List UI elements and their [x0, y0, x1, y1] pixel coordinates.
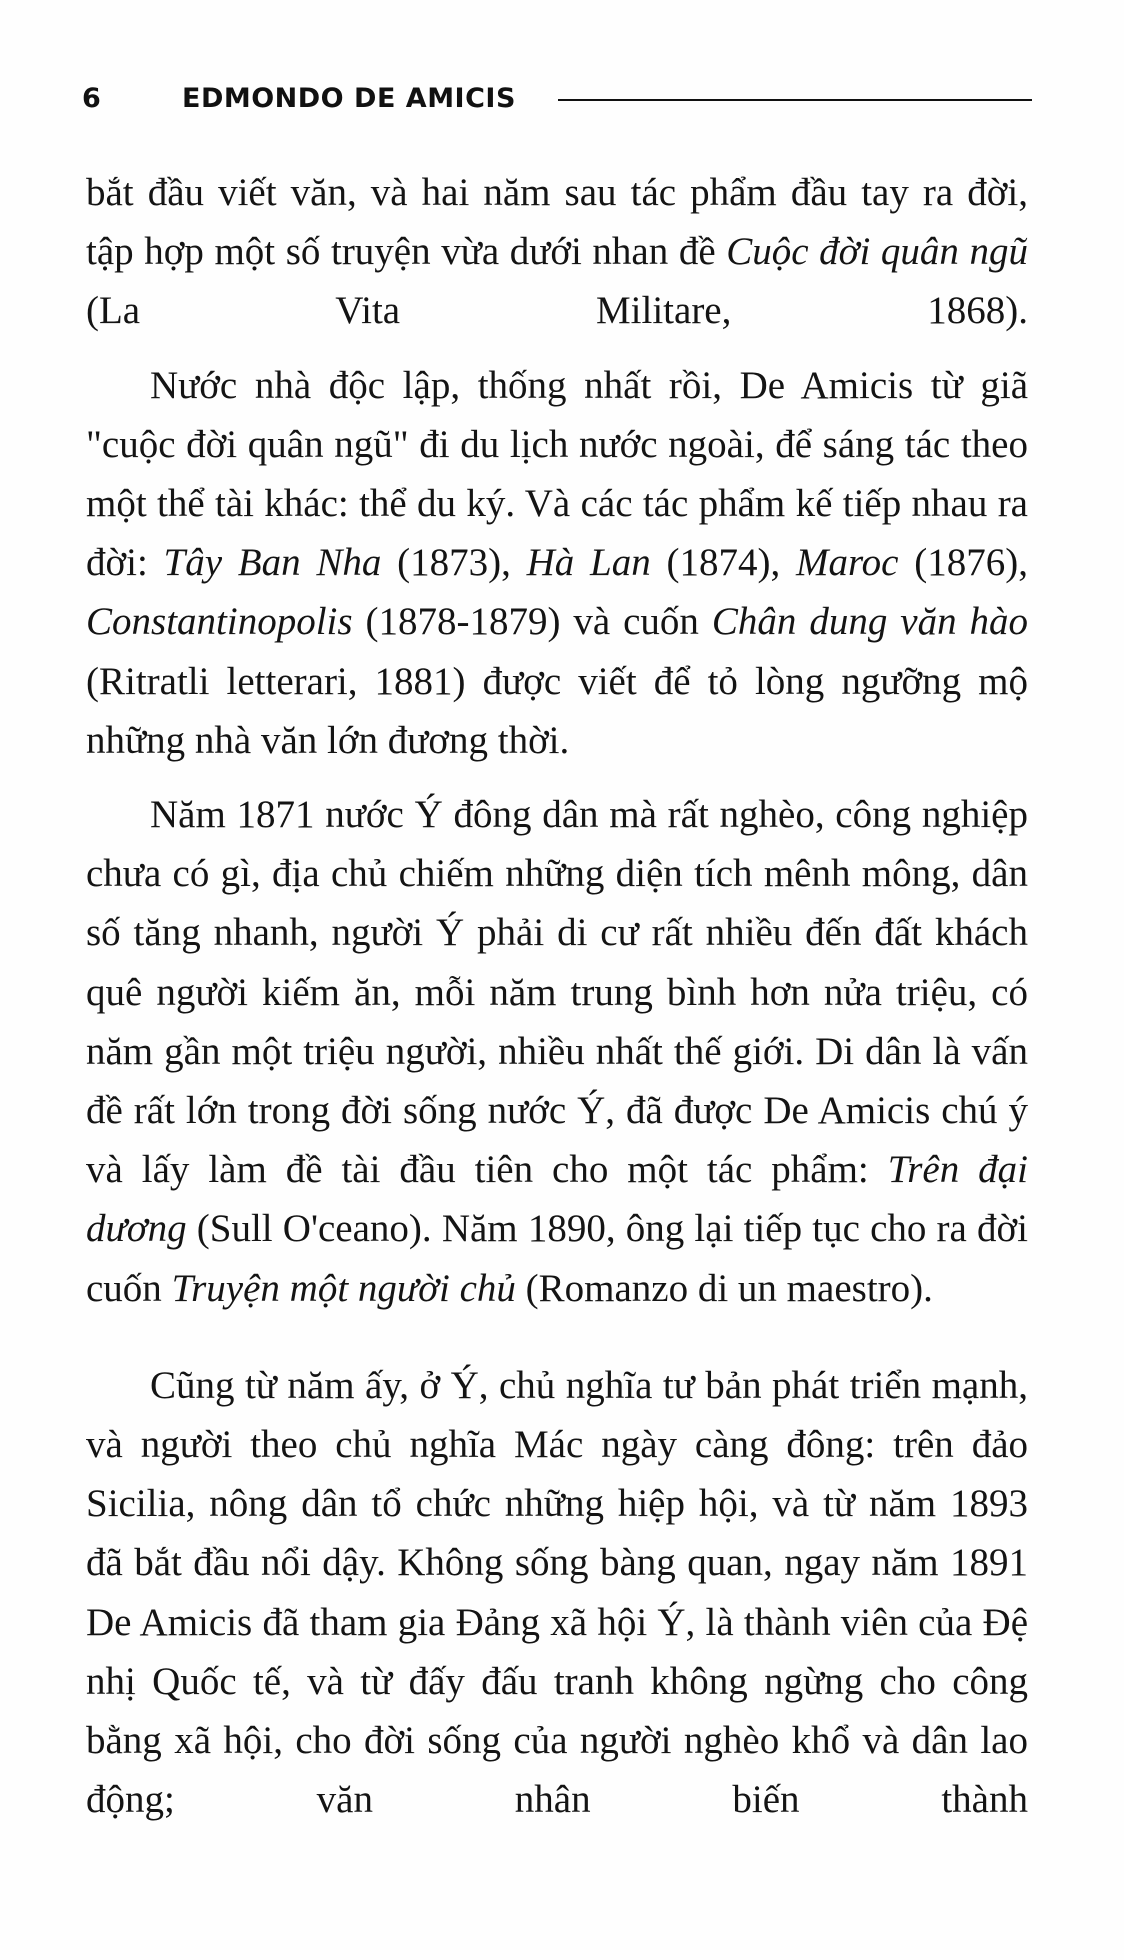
page-number: 6 [82, 82, 102, 114]
running-title: EDMONDO DE AMICIS [182, 82, 516, 114]
text-run: (Sull O'ceano). Năm 1890, ông lại tiếp tục cho ra đời cuốn [86, 1207, 1028, 1310]
text-run: (1878-1879) và cuốn [352, 600, 712, 644]
text-run: (La Vita Militare, 1868). [86, 289, 1028, 333]
paragraph [86, 163, 1028, 341]
italic-title: Chân dung văn hào [711, 600, 1028, 644]
italic-title: Truyện một người chủ [171, 1266, 516, 1310]
text-run: (Ritratli letterari, 1881) được viết để tỏ lòng ngưỡng mộ những nhà văn lớn đương thời. [86, 659, 1028, 762]
paragraph [86, 1356, 1028, 1830]
italic-title: Hà Lan [526, 541, 651, 585]
paragraph [86, 356, 1028, 770]
italic-title: Maroc [795, 541, 899, 585]
header-rule [558, 99, 1032, 101]
page-header [82, 78, 1032, 118]
text-run: (1876), [898, 541, 1028, 585]
italic-title: Tây Ban Nha [163, 541, 382, 585]
text-run: (1873), [381, 541, 527, 585]
text-run: Nước nhà độc lập, thống nhất rồi, De Amicis từ giã "cuộc đời quân ngũ" đi du lịch nước ngoài, để sáng tác theo một thể tài khác: thể du ký. Và các tác phẩm kế tiếp nhau ra đời: [86, 363, 1028, 585]
text-run: bắt đầu viết văn, và hai năm sau tác phẩm đầu tay ra đời, tập hợp một số truyện vừa dưới nhan đề [86, 171, 1028, 274]
paragraph [86, 785, 1028, 1318]
italic-title: Constantinopolis [86, 600, 353, 644]
italic-title: Trên đại dương [86, 1148, 1028, 1251]
italic-title: Cuộc đời quân ngũ [726, 230, 1028, 274]
body-text [86, 163, 1028, 1829]
text-run: (1874), [650, 541, 796, 585]
text-run: Năm 1871 nước Ý đông dân mà rất nghèo, công nghiệp chưa có gì, địa chủ chiếm những diện tích mênh mông, dân số tăng nhanh, người Ý phải di cư rất nhiều đến đất khách quê người kiếm ăn, mỗi năm trung bình hơn nửa triệu, có năm gần một triệu người, nhiều nhất thế giới. Di dân là vấn đề rất lớn trong đời sống nước Ý, đã được De Amicis chú ý và lấy làm đề tài đầu tiên cho một tác phẩm: [86, 793, 1028, 1192]
text-run: (Romanzo di un maestro). [515, 1266, 933, 1310]
text-run: Cũng từ năm ấy, ở Ý, chủ nghĩa tư bản phát triển mạnh, và người theo chủ nghĩa Mác ngày càng đông: trên đảo Sicilia, nông dân tổ chức những hiệp hội, và từ năm 1893 đã bắt đầu nổi dậy. Không sống bàng quan, ngay năm 1891 De Amicis đã tham gia Đảng xã hội Ý, là thành viên của Đệ nhị Quốc tế, và từ đấy đấu tranh không ngừng cho công bằng xã hội, cho đời sống của người nghèo khổ và dân lao động; văn nhân biến thành [86, 1363, 1028, 1822]
